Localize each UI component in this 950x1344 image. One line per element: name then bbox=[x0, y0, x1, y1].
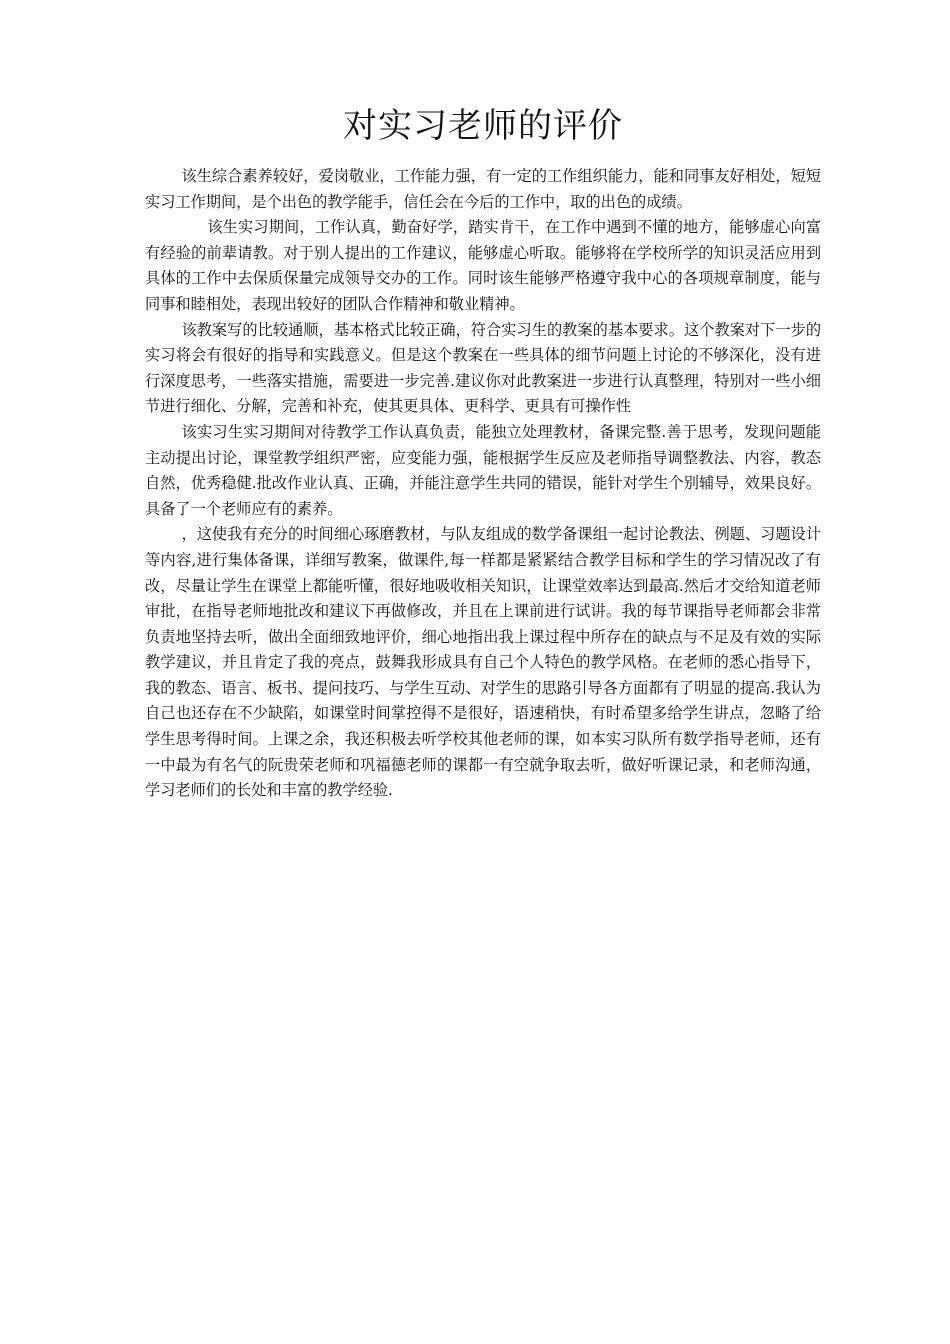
paragraph-teaching-performance: 该实习生实习期间对待教学工作认真负责，能独立处理教材，备课完整.善于思考，发现问题能主动提出讨论，课堂教学组织严密，应变能力强，能根据学生反应及老师指导调整教法、内容，教态自然，优秀稳健.批改作业认真、正确，并能注意学生共同的错误，能针对学生个别辅导，效果良好。具备了一个老师应有的素养。 bbox=[145, 422, 821, 518]
paragraph-lesson-plan-review: 该教案写的比较通顺，基本格式比较正确，符合实习生的教案的基本要求。这个教案对下一步的实习将会有很好的指导和实践意义。但是这个教案在一些具体的细节问题上讨论的不够深化，没有进行深度思考，一些落实措施，需要进一步完善.建议你对此教案进一步进行认真整理，特别对一些小细节进行细化、分解，完善和补充，使其更具体、更科学、更具有可操作性 bbox=[145, 320, 821, 416]
paragraph-personal-reflection: ，这使我有充分的时间细心琢磨教材，与队友组成的数学备课组一起讨论教法、例题、习题设计等内容,进行集体备课，详细写教案，做课件,每一样都是紧紧结合教学目标和学生的学习情况改了有改，尽量让学生在课堂上都能听懂，很好地吸收相关知识，让课堂效率达到最高.然后才交给知道老师审批，在指导老师地批改和建议下再做修改，并且在上课前进行试讲。我的每节课指导老师都会非常负责地坚持去听，做出全面细致地评价，细心地指出我上课过程中所存在的缺点与不足及有效的实际教学建议，并且肯定了我的亮点，鼓舞我形成具有自己个人特色的教学风格。在老师的悉心指导下，我的教态、语言、板书、提问技巧、与学生互动、对学生的思路引导各方面都有了明显的提高.我认为自己也还存在不少缺陷，如课堂时间掌控得不是很好，语速稍快，有时希望多给学生讲点，忽略了给学生思考得时间。上课之余，我还积极去听学校其他老师的课，如本实习队所有数学指导老师，还有一中最为有名气的阮贵荣老师和巩福德老师的课都一有空就争取去听，做好听课记录，和老师沟通，学习老师们的长处和丰富的教学经验. bbox=[145, 525, 821, 800]
paragraph-overall-evaluation: 该生综合素养较好，爱岗敬业，工作能力强，有一定的工作组织能力，能和同事友好相处，短短实习工作期间，是个出色的教学能手，信任会在今后的工作中，取的出色的成绩。 bbox=[145, 167, 821, 211]
paragraph-internship-attitude: 该生实习期间，工作认真，勤奋好学，踏实肯干，在工作中遇到不懂的地方，能够虚心向富有经验的前辈请教。对于别人提出的工作建议，能够虚心听取。能够将在学校所学的知识灵活应用到具体的工作中去保质保量完成领导交办的工作。同时该生能够严格遵守我中心的各项规章制度，能与同事和睦相处，表现出较好的团队合作精神和敬业精神。 bbox=[145, 218, 821, 313]
document-page bbox=[145, 100, 821, 804]
document-title: 对实习老师的评价 bbox=[343, 106, 623, 146]
